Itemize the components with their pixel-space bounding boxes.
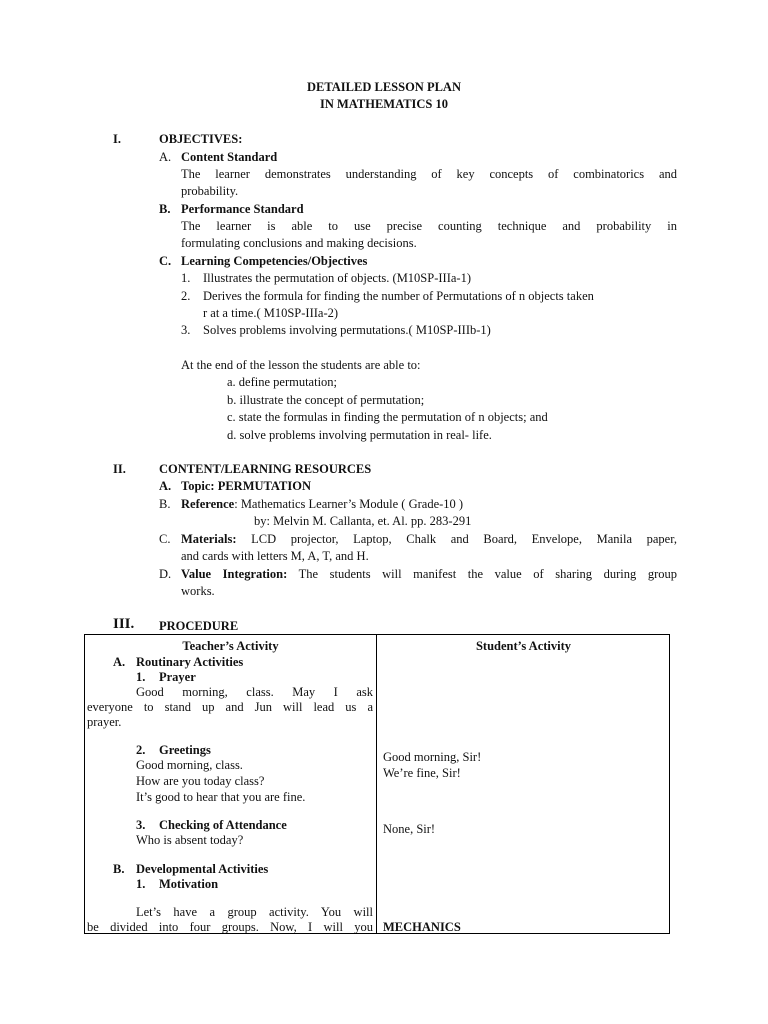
prayer-line-1: Good morning, class. May I ask <box>136 685 373 699</box>
greetings-line-1: Good morning, class. <box>136 758 243 772</box>
objective-goal: d. solve problems involving permutation in real- life. <box>227 428 492 442</box>
section-heading-procedure: PROCEDURE <box>159 619 239 633</box>
materials-line-1 <box>181 531 677 548</box>
student-absent-reply: None, Sir! <box>383 822 436 836</box>
objective-goal: a. define permutation; <box>227 375 338 389</box>
content-standard-heading: Content Standard <box>181 150 278 164</box>
content-c-letter: C. <box>159 532 171 546</box>
objectives-b-letter: B. <box>159 202 171 216</box>
competencies-heading: Learning Competencies/Objectives <box>181 254 368 268</box>
objectives-a-letter: A. <box>159 150 172 164</box>
content-a-letter: A. <box>159 479 172 493</box>
procedure-table <box>84 634 670 934</box>
routinary-activities-heading: Routinary Activities <box>136 655 244 669</box>
greetings-line-2: How are you today class? <box>136 774 265 788</box>
section-heading-content: CONTENT/LEARNING RESOURCES <box>159 462 372 476</box>
greetings-line-3: It’s good to hear that you are fine. <box>136 790 306 804</box>
content-standard-line-1: The learner demonstrates understanding of key concepts of combinatorics and <box>181 167 677 181</box>
performance-standard-heading: Performance Standard <box>181 202 304 216</box>
teacher-activity-column <box>85 635 377 934</box>
title-line-1: DETAILED LESSON PLAN <box>307 80 461 94</box>
objectives-c-letter: C. <box>159 254 172 268</box>
competency-number: 1. <box>181 271 191 285</box>
content-standard-line-2: probability. <box>181 184 239 198</box>
prayer-line-3: prayer. <box>87 715 122 729</box>
performance-standard-line-2: formulating conclusions and making decisions. <box>181 236 417 250</box>
student-greeting-reply: Good morning, Sir! <box>383 750 482 764</box>
reference-line-1 <box>181 496 463 513</box>
objective-goal: c. state the formulas in finding the permutation of n objects; and <box>227 410 548 424</box>
step-number: 2. <box>136 743 146 757</box>
developmental-activities-heading: Developmental Activities <box>136 862 269 876</box>
objective-goal: b. illustrate the concept of permutation; <box>227 393 425 407</box>
section-numeral-content: II. <box>113 462 126 476</box>
student-fine-reply: We’re fine, Sir! <box>383 766 461 780</box>
activity-letter: A. <box>113 655 126 669</box>
student-activity-header: Student’s Activity <box>475 639 572 653</box>
reference-text: : Mathematics Learner’s Module ( Grade-10 ) <box>234 497 464 511</box>
activity-letter: B. <box>113 862 125 876</box>
motivation-line-1: Let’s have a group activity. You will <box>136 905 373 919</box>
step-number: 1. <box>136 877 146 891</box>
step-number: 3. <box>136 818 146 832</box>
competency-text: Derives the formula for finding the number of Permutations of n objects taken <box>203 289 594 303</box>
section-numeral-objectives: I. <box>113 132 121 146</box>
performance-standard-line-1: The learner is able to use precise counting technique and probability in <box>181 219 677 233</box>
competency-text: r at a time.( M10SP-IIIa-2) <box>203 306 339 320</box>
materials-label: Materials: <box>181 532 237 546</box>
content-b-letter: B. <box>159 497 171 511</box>
reference-label: Reference <box>181 497 235 511</box>
competency-number: 2. <box>181 289 191 303</box>
prayer-heading: Prayer <box>159 670 196 684</box>
step-number: 1. <box>136 670 146 684</box>
materials-line-2: and cards with letters M, A, T, and H. <box>181 549 369 563</box>
value-integration-line-2: works. <box>181 584 215 598</box>
section-heading-objectives: OBJECTIVES: <box>159 132 243 146</box>
attendance-heading: Checking of Attendance <box>159 818 287 832</box>
section-numeral-procedure: III. <box>113 616 135 632</box>
value-integration-line-1 <box>181 566 677 583</box>
objectives-intro: At the end of the lesson the students are able to: <box>181 358 421 372</box>
greetings-heading: Greetings <box>159 743 211 757</box>
competency-text: Illustrates the permutation of objects. (M10SP-IIIa-1) <box>203 271 471 285</box>
title-line-2: IN MATHEMATICS 10 <box>319 97 448 111</box>
prayer-line-2: everyone to stand up and Jun will lead us a <box>87 700 373 714</box>
mechanics-heading: MECHANICS <box>383 920 461 933</box>
motivation-heading: Motivation <box>159 877 219 891</box>
topic-text: Topic: PERMUTATION <box>181 479 311 493</box>
competency-text: Solves problems involving permutations.( M10SP-IIIb-1) <box>203 323 491 337</box>
value-integration-label: Value Integration: <box>181 567 288 581</box>
reference-line-2: by: Melvin M. Callanta, et. Al. pp. 283-291 <box>254 514 472 528</box>
materials-text: LCD projector, Laptop, Chalk and Board, Envelope, Manila paper, <box>251 532 677 546</box>
competency-number: 3. <box>181 323 191 337</box>
attendance-line-1: Who is absent today? <box>136 833 244 847</box>
teacher-activity-header: Teacher’s Activity <box>182 639 279 653</box>
motivation-line-2: be divided into four groups. Now, I will you <box>87 920 373 933</box>
student-activity-column <box>377 635 670 934</box>
value-integration-text: The students will manifest the value of sharing during group <box>298 567 677 581</box>
content-d-letter: D. <box>159 567 172 581</box>
